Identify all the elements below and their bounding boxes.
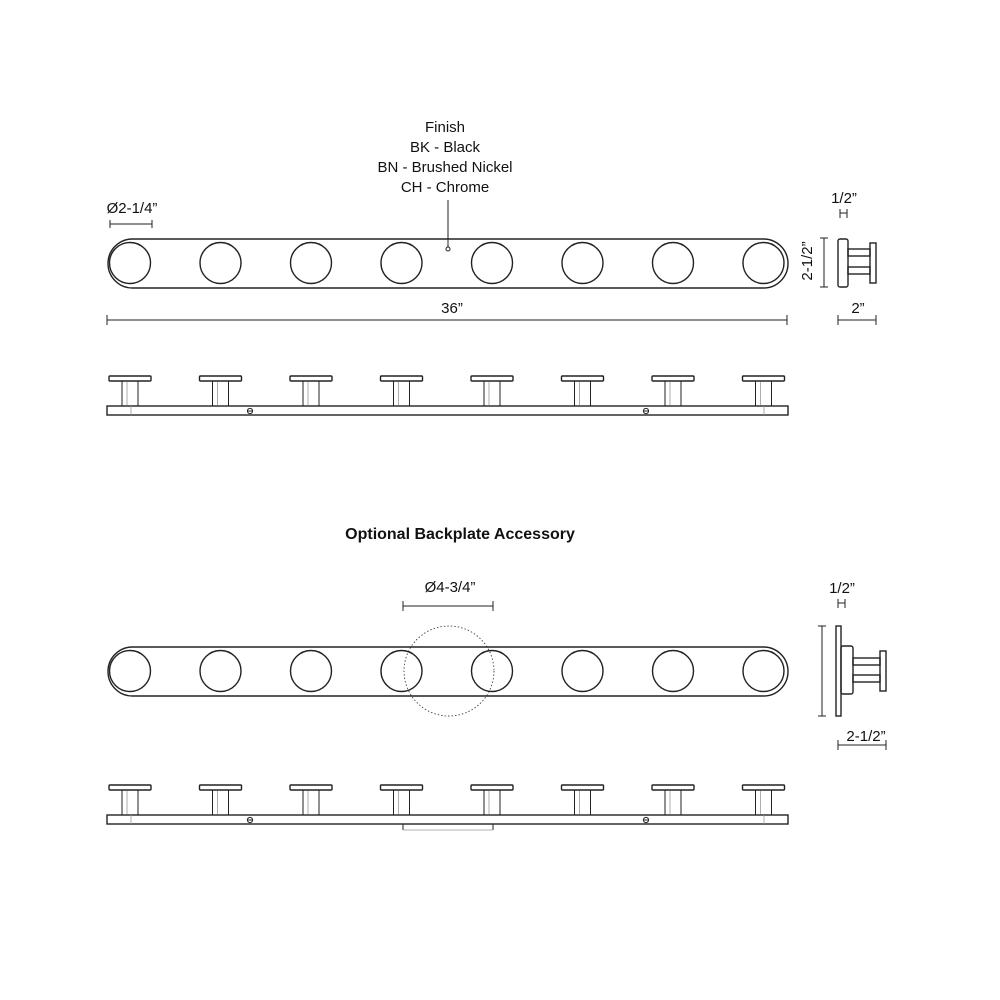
hook-top-3 (291, 651, 332, 692)
side-profile-shape (838, 239, 876, 287)
hook-front-8 (743, 376, 785, 406)
hook-front-3 (290, 376, 332, 406)
hook-top-8 (743, 243, 784, 284)
hook-front-7 (652, 785, 694, 815)
accessory-front-elevation (107, 785, 788, 830)
front-elevation (107, 376, 788, 415)
accessory-projection-head-dimension (838, 599, 845, 608)
hook-top-4 (381, 243, 422, 284)
hook-top-4 (381, 651, 422, 692)
finish-leader-dot (446, 247, 450, 251)
accessory-mounting-screw-right (643, 817, 648, 822)
backplate-edge (403, 824, 493, 830)
hook-front-3 (290, 785, 332, 815)
hook-front-8 (743, 785, 785, 815)
hook-front-2 (200, 376, 242, 406)
hook-top-3 (291, 243, 332, 284)
hook-front-6 (562, 785, 604, 815)
hook-top-1 (110, 243, 151, 284)
accessory-front-elevation-hooks (109, 785, 785, 815)
height-label: 2-1/2” (799, 241, 816, 281)
hook-diameter-dimension (110, 220, 152, 228)
projection-head-dimension (840, 209, 847, 218)
hook-top-6 (562, 651, 603, 692)
hook-front-6 (562, 376, 604, 406)
mounting-screw-right (643, 408, 648, 413)
backplate-diameter-label: Ø4-3/4” (424, 579, 476, 596)
accessory-projection-head-label: 1/2” (829, 580, 855, 597)
finish-option-black: BK - Black (409, 139, 481, 156)
hook-top-2 (200, 243, 241, 284)
hook-front-5 (471, 376, 513, 406)
hook-front-1 (109, 376, 151, 406)
accessory-height-dimension (818, 626, 826, 716)
finish-callout (377, 119, 512, 251)
rail-top-hooks-accessory (110, 651, 785, 692)
rail-top-hooks (110, 243, 785, 284)
top-view-rail (107, 200, 788, 325)
finish-option-brushed-nickel: BN - Brushed Nickel (377, 159, 513, 176)
backplate-diameter-dimension (403, 601, 493, 611)
front-elevation-bar (107, 406, 788, 415)
hook-front-7 (652, 376, 694, 406)
finish-title: Finish (424, 119, 466, 136)
hook-diameter-label: Ø2-1/4” (106, 200, 158, 217)
side-profile (799, 190, 876, 325)
front-elevation-hooks (109, 376, 785, 406)
accessory-mounting-screw-left (247, 817, 252, 822)
hook-top-7 (653, 243, 694, 284)
accessory-side-profile (818, 580, 886, 750)
hook-front-4 (381, 785, 423, 815)
accessory-title: Optional Backplate Accessory (345, 526, 575, 543)
hook-top-5 (472, 243, 513, 284)
overall-length-label: 36” (441, 300, 463, 317)
height-dimension (820, 238, 828, 287)
hook-top-7 (653, 651, 694, 692)
hook-front-2 (200, 785, 242, 815)
hook-front-4 (381, 376, 423, 406)
hook-front-1 (109, 785, 151, 815)
finish-option-chrome: CH - Chrome (400, 179, 490, 196)
accessory-side-profile-shape (836, 626, 886, 716)
hook-top-1 (110, 651, 151, 692)
mounting-screw-left (247, 408, 252, 413)
hook-top-8 (743, 651, 784, 692)
backplate-outline (404, 626, 494, 716)
hook-front-5 (471, 785, 513, 815)
hook-top-6 (562, 243, 603, 284)
projection-head-label: 1/2” (831, 190, 857, 207)
accessory-depth-label: 2-1/2” (846, 728, 886, 745)
hook-top-2 (200, 651, 241, 692)
depth-label: 2” (851, 300, 865, 317)
accessory-front-elevation-bar (107, 815, 788, 824)
accessory-top-view (108, 579, 788, 716)
